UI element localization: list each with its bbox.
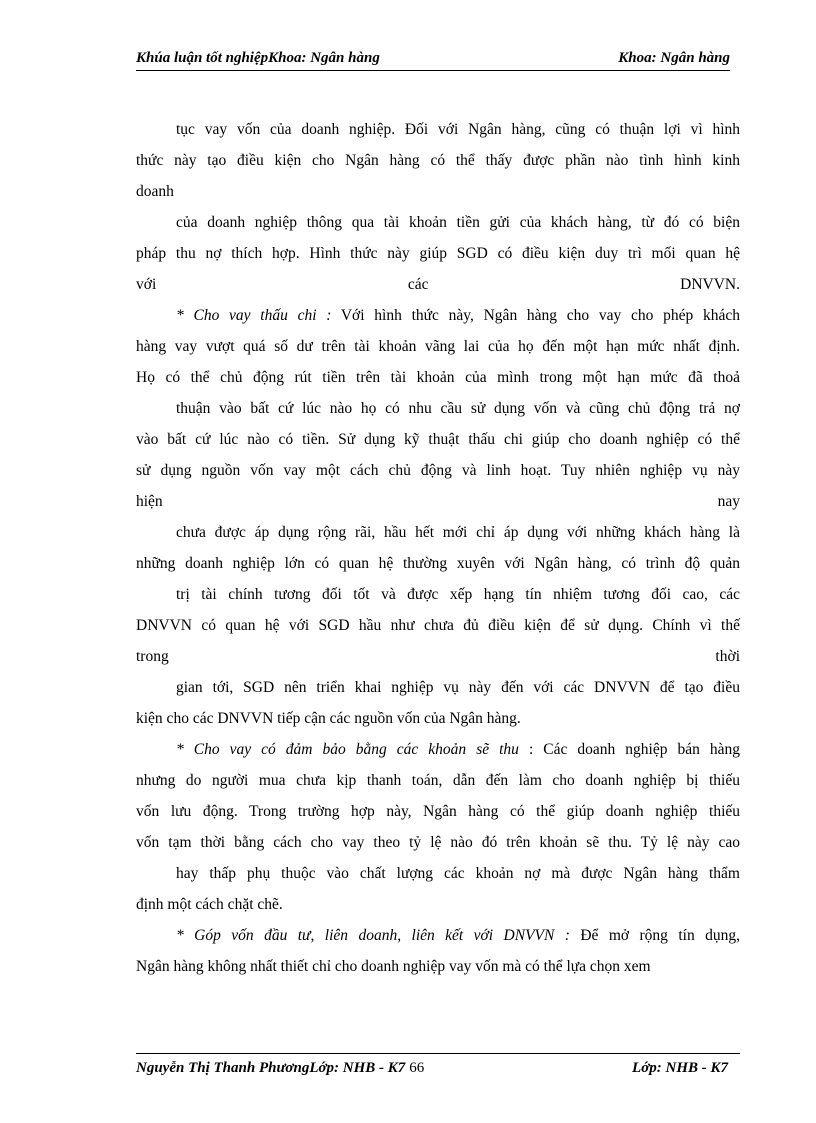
line-text: vốn tạm thời bằng cách cho vay theo tỷ lệ nào đó trên khoản sẽ thu. Tỷ lệ này cao (136, 834, 740, 851)
text-line (136, 736, 740, 767)
text-line (136, 550, 740, 581)
line-text: Với hình thức này, Ngân hàng cho vay cho phép khách (331, 307, 740, 324)
text-line (136, 302, 740, 333)
text-line (136, 395, 740, 426)
text-line (136, 271, 740, 302)
footer-right: Lớp: NHB - K7 (632, 1060, 728, 1076)
line-text: thuận vào bất cứ lúc nào họ có nhu cầu sử dụng vốn và cũng chủ động trả nợ (176, 400, 740, 417)
line-text: nhưng do người mua chưa kịp thanh toán, dẫn đến làm cho doanh nghiệp bị thiếu (136, 772, 740, 789)
footer-left (136, 1060, 424, 1077)
text-line (136, 581, 740, 612)
italic-heading: * Cho vay có đảm bảo bằng các khoản sẽ thu (176, 741, 519, 758)
text-line (136, 798, 740, 829)
text-line (136, 922, 740, 953)
text-line (136, 767, 740, 798)
line-text: DNVVN có quan hệ với SGD hầu như chưa đủ điều kiện để sử dụng. Chính vì thế (136, 617, 740, 634)
text-line (136, 364, 740, 395)
line-text: với các DNVVN. (136, 276, 740, 293)
page-number: 66 (409, 1060, 425, 1076)
line-text: vốn lưu động. Trong trường hợp này, Ngân hàng có thể giúp doanh nghiệp thiếu (136, 803, 740, 820)
text-line (136, 178, 740, 209)
line-text: những doanh nghiệp lớn có quan hệ thường xuyên với Ngân hàng, có trình độ quản (136, 555, 740, 572)
text-line (136, 333, 740, 364)
line-text: doanh (136, 183, 174, 200)
line-text: Họ có thể chủ động rút tiền trên tài khoản của mình trong một hạn mức đã thoả (136, 369, 740, 386)
line-text: vào bất cứ lúc nào có tiền. Sử dụng kỹ thuật thấu chi giúp cho doanh nghiệp có thể (136, 431, 740, 448)
line-text: Ngân hàng không nhất thiết chỉ cho doanh nghiệp vay vốn mà có thể lựa chọn xem (136, 958, 651, 975)
text-line (136, 457, 740, 488)
line-text: chưa được áp dụng rộng rãi, hầu hết mới chỉ áp dụng với những khách hàng là (176, 524, 740, 541)
line-text: định một cách chặt chẽ. (136, 896, 283, 913)
text-line (136, 705, 740, 736)
text-line (136, 426, 740, 457)
line-text: pháp thu nợ thích hợp. Hình thức này giúp SGD có điều kiện duy trì mối quan hệ (136, 245, 740, 262)
header-left: Khúa luận tốt nghiệpKhoa: Ngân hàng (136, 50, 380, 66)
text-line (136, 953, 740, 984)
page-footer (136, 1053, 740, 1076)
line-text: thức này tạo điều kiện cho Ngân hàng có thể thấy được phần nào tình hình kinh (136, 152, 740, 169)
page-header (136, 48, 730, 71)
text-line (136, 674, 740, 705)
text-line (136, 612, 740, 643)
text-line (136, 643, 740, 674)
line-text: trong thời (136, 648, 740, 665)
text-line (136, 891, 740, 922)
line-text: hàng vay vượt quá số dư trên tài khoản vãng lai của họ đến một hạn mức nhất định. (136, 338, 740, 355)
line-text: tục vay vốn của doanh nghiệp. Đối với Ngân hàng, cũng có thuận lợi vì hình (176, 121, 740, 138)
text-line (136, 488, 740, 519)
text-line (136, 860, 740, 891)
italic-heading: * Góp vốn đầu tư, liên doanh, liên kết với DNVVN : (176, 927, 570, 944)
line-text: sử dụng nguồn vốn vay một cách chủ động và linh hoạt. Tuy nhiên nghiệp vụ này (136, 462, 740, 479)
line-text: : Các doanh nghiệp bán hàng (518, 741, 741, 758)
line-text: gian tới, SGD nên triển khai nghiệp vụ này đến với các DNVVN để tạo điều (176, 679, 740, 696)
text-line (136, 519, 740, 550)
header-right: Khoa: Ngân hàng (618, 50, 730, 66)
text-line (136, 829, 740, 860)
body-text (136, 116, 740, 984)
line-text: của doanh nghiệp thông qua tài khoản tiền gửi của khách hàng, từ đó có biện (176, 214, 740, 231)
footer-author: Nguyễn Thị Thanh PhươngLớp: NHB - K7 (136, 1060, 406, 1076)
line-text: hiện nay (136, 493, 740, 510)
text-line (136, 240, 740, 271)
line-text: trị tài chính tương đối tốt và được xếp hạng tín nhiệm tương đối cao, các (176, 586, 740, 603)
line-text: hay thấp phụ thuộc vào chất lượng các khoản nợ mà được Ngân hàng thẩm (176, 865, 740, 882)
text-line (136, 209, 740, 240)
italic-heading: * Cho vay thấu chi : (176, 307, 332, 324)
text-line (136, 147, 740, 178)
line-text: kiện cho các DNVVN tiếp cận các nguồn vốn của Ngân hàng. (136, 710, 521, 727)
line-text: Để mở rộng tín dụng, (569, 927, 740, 944)
text-line (136, 116, 740, 147)
